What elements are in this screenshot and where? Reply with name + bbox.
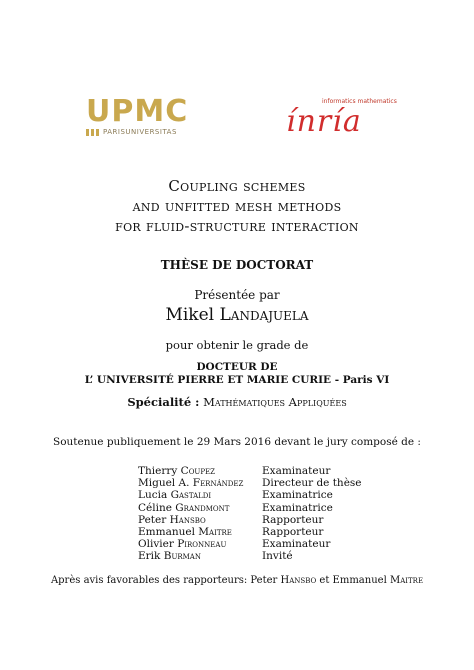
presented-by: Présentée par: [194, 288, 280, 302]
jury-member-name: Emmanuel Maitre: [138, 525, 232, 538]
referee-statement: Après avis favorables des rapporteurs: Peter Hansbo et Emmanuel Maitre: [50, 575, 424, 586]
jury-member-role: Examinatrice: [262, 501, 333, 514]
jury-row: [138, 514, 378, 526]
jury-member-name: Erik Burman: [138, 550, 201, 563]
jury-row: [138, 538, 378, 550]
defense-statement: Soutenue publiquement le 29 Mars 2016 devant le jury composé de :: [53, 436, 421, 448]
inria-logo-word: ínría: [286, 104, 362, 139]
jury-row: [138, 489, 378, 501]
jury-member-role: Directeur de thèse: [262, 477, 362, 490]
jury-member-role: Rapporteur: [262, 525, 324, 538]
upmc-logo: [86, 94, 189, 140]
jury-member-role: Examinateur: [262, 538, 331, 551]
degree-intro: pour obtenir le grade de: [165, 338, 309, 352]
inria-logo: [282, 98, 397, 140]
jury-member-name: Lucia Gastaldi: [138, 489, 212, 502]
author-first-name: Mikel: [165, 305, 215, 325]
jury-row: [138, 502, 378, 514]
author-name: [0, 305, 474, 325]
degree-line-2: L’ UNIVERSITÉ PIERRE ET MARIE CURIE - Paris VI: [84, 374, 390, 386]
jury-member-role: Rapporteur: [262, 513, 324, 526]
jury-row: [138, 465, 378, 477]
jury-list: [138, 465, 378, 563]
jury-member-name: Thierry Coupez: [138, 465, 216, 477]
jury-member-name: Miguel A. Fernández: [138, 477, 244, 490]
jury-member-role: Examinateur: [262, 465, 331, 477]
jury-member-name: Peter Hansbo: [138, 513, 206, 526]
author-last-name: Landajuela: [219, 305, 309, 325]
jury-member-role: Invité: [262, 550, 293, 563]
speciality: [0, 395, 474, 409]
upmc-logo-subline: [86, 128, 186, 136]
upmc-logo-marks: [86, 129, 99, 136]
upmc-logo-word: UPMC: [86, 94, 189, 129]
jury-member-name: Céline Grandmont: [138, 501, 230, 514]
title-line-3: for fluid-structure interaction: [115, 217, 359, 235]
degree-title: [0, 361, 474, 387]
title-line-2: and unfitted mesh methods: [132, 197, 342, 215]
jury-row: [138, 477, 378, 489]
upmc-logo-subtext: PARISUNIVERSITAS: [103, 128, 177, 136]
jury-member-role: Examinatrice: [262, 489, 333, 502]
jury-row: [138, 550, 378, 562]
inria-logo-tagline: informatics mathematics: [322, 98, 397, 105]
thesis-type: THÈSE DE DOCTORAT: [160, 258, 314, 272]
degree-line-1: DOCTEUR DE: [196, 361, 278, 373]
speciality-value: Mathématiques Appliquées: [203, 395, 347, 409]
speciality-label: Spécialité :: [127, 395, 200, 409]
jury-member-name: Olivier Pironneau: [138, 538, 227, 551]
jury-row: [138, 526, 378, 538]
title-line-1: Coupling schemes: [168, 177, 306, 195]
